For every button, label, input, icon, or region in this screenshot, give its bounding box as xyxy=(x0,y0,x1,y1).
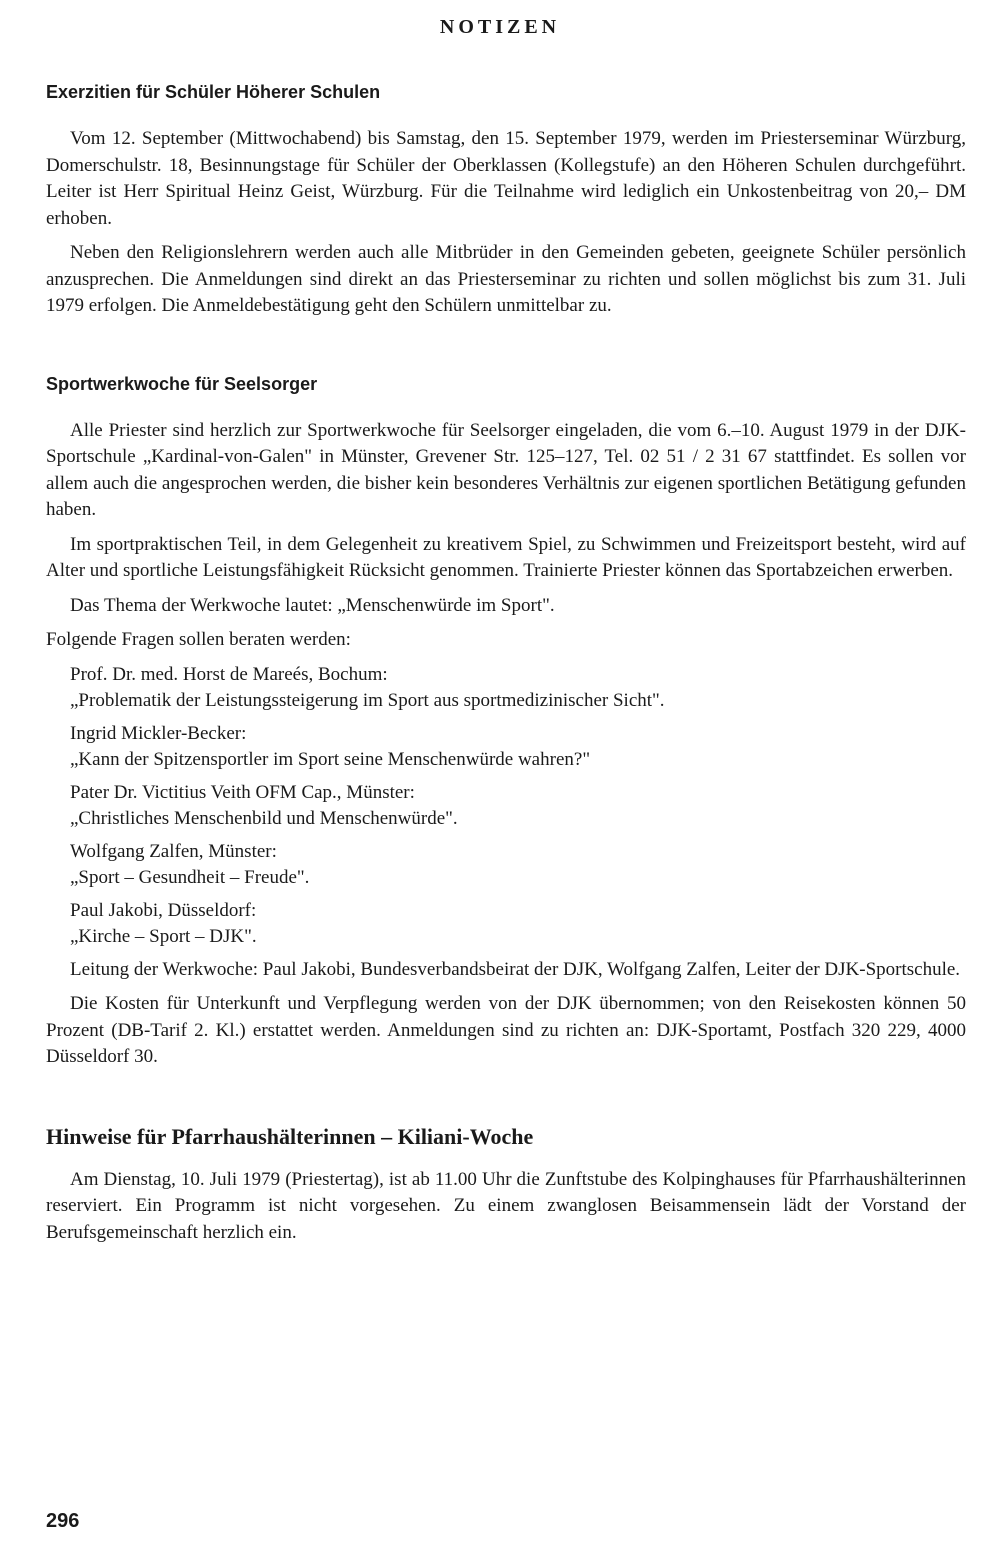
paragraph: Alle Priester sind herzlich zur Sportwerkwoche für Seelsorger eingeladen, die vom 6.–10. August 1979 in der DJK-Sportschule „Kardinal-von-Galen" in Münster, Grevener Str. 125–127, Tel. 02 51 / 2 31 67 stattfindet. Es sollen vor allem auch die angesprochen werden, die bisher kein besonderes Verhältnis zur eigenen sportlichen Betätigung gefunden haben. xyxy=(46,419,966,520)
page-content xyxy=(46,80,966,1298)
section-sportwerkwoche xyxy=(46,372,966,1071)
speaker-topic: „Kann der Spitzensportler im Sport seine Menschenwürde wahren?" xyxy=(70,749,591,770)
page-number: 296 xyxy=(46,1510,80,1532)
speaker-name: Wolfgang Zalfen, Münster: xyxy=(70,840,277,862)
paragraph: Leitung der Werkwoche: Paul Jakobi, Bundesverbandsbeirat der DJK, Wolfgang Zalfen, Leiter der DJK-Sportschule. xyxy=(70,958,961,980)
paragraph: Die Kosten für Unterkunft und Verpflegung werden von der DJK übernommen; von den Reisekosten können 50 Prozent (DB-Tarif 2. Kl.) erstattet werden. Anmeldungen sind zu richten an: DJK-Sportamt, Postfach 320 229, 4000 Düsseldorf 30. xyxy=(46,993,966,1067)
speaker-entry xyxy=(70,662,966,715)
speaker-topic: „Problematik der Leistungssteigerung im Sport aus sportmedizinischer Sicht". xyxy=(70,690,665,711)
paragraph: Vom 12. September (Mittwochabend) bis Samstag, den 15. September 1979, werden im Priesterseminar Würzburg, Domerschulstr. 18, Besinnungstage für Schüler der Oberklassen (Kollegstufe) an den Höheren Schulen durchgeführt. Leiter ist Herr Spiritual Heinz Geist, Würzburg. Für die Teilnahme wird lediglich ein Unkostenbeitrag von 20,– DM erhoben. xyxy=(46,128,966,229)
paragraph: Das Thema der Werkwoche lautet: „Menschenwürde im Sport". xyxy=(70,594,555,616)
speaker-name: Pater Dr. Victitius Veith OFM Cap., Münster: xyxy=(70,781,415,803)
section-heading: Exerzitien für Schüler Höherer Schulen xyxy=(46,82,381,102)
speaker-list xyxy=(46,662,966,951)
speaker-entry xyxy=(70,780,966,833)
speaker-entry xyxy=(70,721,966,774)
speaker-name: Ingrid Mickler-Becker: xyxy=(70,722,247,744)
paragraph: Im sportpraktischen Teil, in dem Gelegenheit zu kreativem Spiel, zu Schwimmen und Freizeitsport besteht, wird auf Alter und sportliche Leistungsfähigkeit Rücksicht genommen. Trainierte Priester können das Sportabzeichen erwerben. xyxy=(46,533,966,581)
speaker-topic: „Kirche – Sport – DJK". xyxy=(70,926,257,947)
paragraph: Am Dienstag, 10. Juli 1979 (Priestertag), ist ab 11.00 Uhr die Zunftstube des Kolpinghauses für Pfarrhaushälterinnen reserviert. Ein Programm ist nicht vorgesehen. Zu einem zwanglosen Beisammensein lädt der Vorstand der Berufsgemeinschaft herzlich ein. xyxy=(46,1168,966,1243)
section-heading: Hinweise für Pfarrhaushälterinnen – Kiliani-Woche xyxy=(46,1123,534,1149)
speaker-entry xyxy=(70,839,966,892)
speaker-topic: „Christliches Menschenbild und Menschenwürde". xyxy=(70,808,458,829)
questions-intro: Folgende Fragen sollen beraten werden: xyxy=(46,629,351,650)
speaker-name: Paul Jakobi, Düsseldorf: xyxy=(70,899,257,921)
speaker-entry xyxy=(70,898,966,951)
section-exerzitien xyxy=(46,80,966,320)
speaker-name: Prof. Dr. med. Horst de Mareés, Bochum: xyxy=(70,663,388,685)
section-pfarrhaushaelterinnen xyxy=(46,1123,966,1247)
section-heading: Sportwerkwoche für Seelsorger xyxy=(46,373,318,394)
paragraph: Neben den Religionslehrern werden auch alle Mitbrüder in den Gemeinden gebeten, geeignete Schüler persönlich anzusprechen. Die Anmeldungen sind direkt an das Priesterseminar zu richten und sollen möglichst bis zum 31. Juli 1979 erfolgen. Die Anmeldebestätigung geht den Schülern unmittelbar zu. xyxy=(46,242,966,316)
speaker-topic: „Sport – Gesundheit – Freude". xyxy=(70,867,310,888)
running-head: NOTIZEN xyxy=(439,16,561,38)
